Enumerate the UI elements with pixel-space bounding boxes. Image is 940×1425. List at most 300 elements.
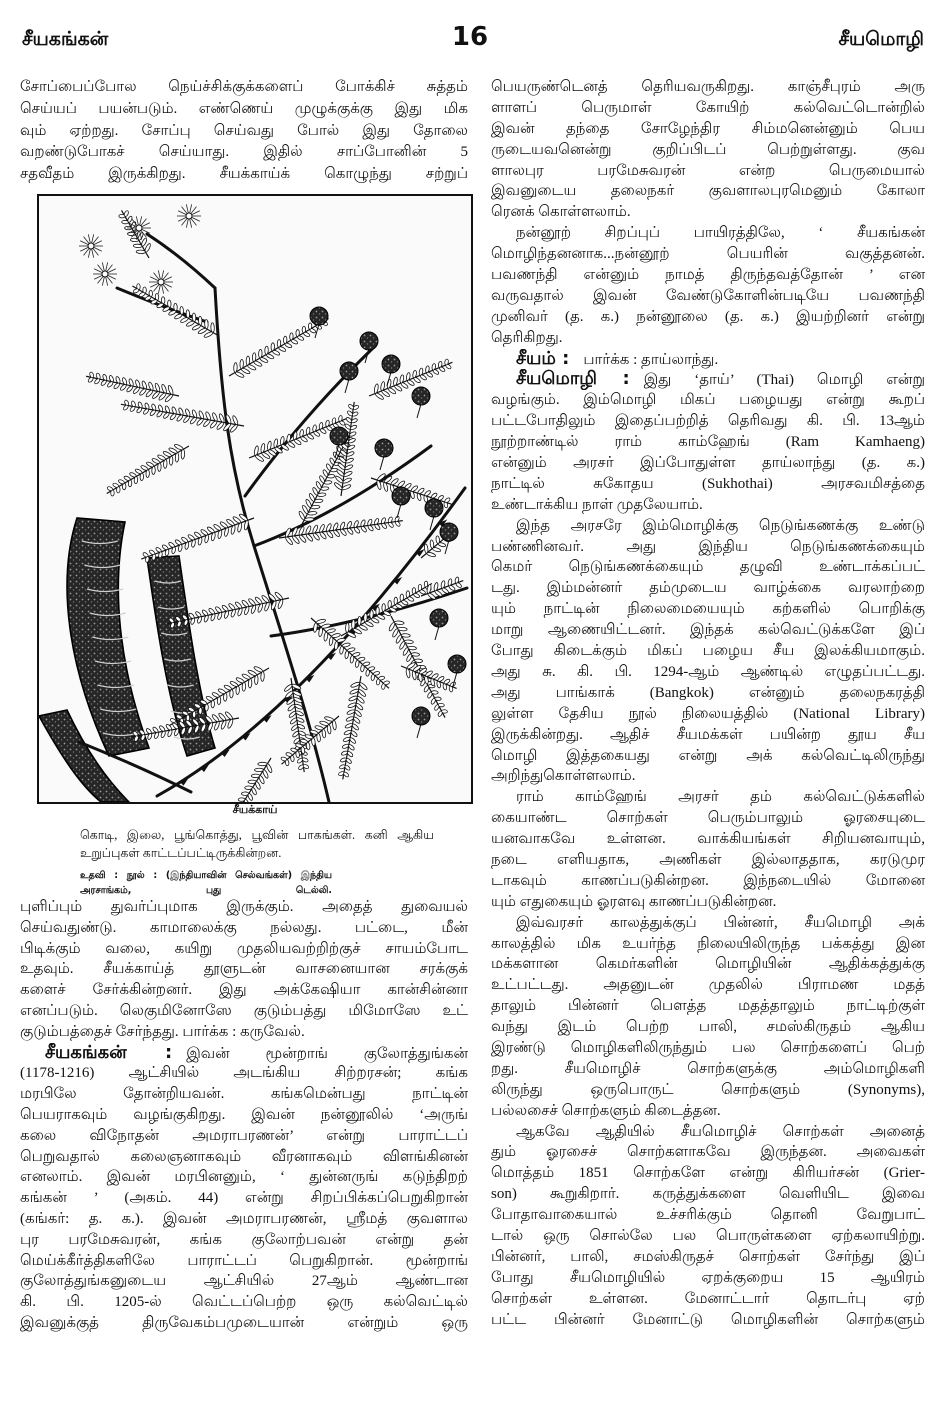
text-line: பெயராகவும் வழங்குகிறது. இவன் நன்னூலில் ‘அருங் [20,1106,468,1123]
leaflet [316,733,320,742]
leaflet [345,757,352,764]
leaflet [186,310,190,319]
leaflet [398,627,408,631]
leaflet [199,707,203,714]
headword: சீயமொழி : [516,369,630,390]
text-line: பட்ட பின்னர் மேனாட்டு மொழிகளின் சொற்களும் [491,1311,925,1328]
text-line: பிடிக்கும் வலை, கயிறு முதலியவற்றிற்குச் சாயம்போட [20,940,468,957]
leaflet [344,764,351,771]
text-line: வந்து இடம் பெற்ற பாலி, சமஸ்கிருதம் ஆகிய [491,1019,925,1036]
open-flower [93,262,117,285]
leaf [229,316,329,378]
leaflet [129,406,136,413]
leaflet [211,323,215,333]
text-line: (கங்கர்: த. க.). இவன் அமராபரணன், ஸ்ரீமத் குவளால [20,1210,468,1227]
leaflet [132,386,140,394]
text-line: இவ்வரசர் காலத்துக்குப் பின்னர், சீயமொழி அக் [516,914,925,931]
leaf [132,284,219,339]
leaflet [174,303,178,311]
leaflet [262,769,269,779]
text-line: சதவீதம் இருக்கிறது. சீயக்காய்க் கொழுந்து சற்றுப் [20,166,468,183]
flower-ball [448,655,466,673]
running-head-left: சீயகங்கன் [22,28,109,50]
open-flower [177,204,201,227]
leaflet [317,493,326,497]
text-line: உதவி : நூல் : (இந்தியாவின் செல்வங்கள்) இந்திய [80,870,332,881]
leaflet [245,786,253,789]
headword: சீயம் : [516,348,570,369]
leaflet [436,536,440,544]
leaflet [357,616,361,625]
leaflet [100,379,107,386]
leaflet [174,313,183,320]
leaflet [139,292,146,298]
leaflet [326,463,333,471]
leaflet [94,378,101,385]
leaflet [136,250,146,254]
text-line: அது சு. கி. பி. 1294-ஆம் ஆண்டில் எழுதப்பட்டது. [491,663,925,680]
leaflet [116,487,120,493]
paragraph [491,913,925,1122]
leaflet [348,744,355,751]
flower-head [340,362,358,393]
leaflet [354,709,363,717]
text-line: வழங்கும். இம்மொழி மிகப் பழையது என்று கூறப் [491,392,925,409]
right-column [491,77,925,1330]
illustration-frame [37,194,473,804]
paragraph [491,223,925,348]
flower-ball [330,427,348,445]
leaflet [113,382,120,389]
text-line: தெரிகிறது. [491,329,563,346]
text-line: காலத்தில் மிக உயர்ந்த நிலையிலிருந்த பக்கத்து இன [491,935,925,952]
leaflet [444,497,451,503]
leaflet [248,679,252,688]
text-line: வும் ஏற்றது. சோப்பு செய்வது போல் இது தோலை [20,122,468,139]
paragraph [491,77,925,223]
text-line: ளாளப் பெருமாள் கோயிற் கல்வெட்டொன்றில் [491,99,925,116]
leaflet [337,638,346,644]
leaflet [136,407,143,414]
text-line: கெமர் நெடுங்கணக்கையும் தழுவி உண்டாக்கப்பட் [491,559,925,576]
leaflet [111,490,115,496]
flower-ball [360,332,378,350]
flower-ball [412,387,430,405]
text-line: போதாவாகையால் உச்சரிக்கும் தொனி வேறுபாட் [491,1207,925,1224]
leaflet [394,597,398,604]
text-line: நன்னூற் சிறப்புப் பாயிரத்திலே, ‘ சீயகங்கன் [516,225,925,242]
text-line: கலை விநோதன் அமராபரணன்’ என்று பாராட்டப் [20,1127,468,1144]
leaflet [130,238,138,242]
text-line: போது சீயமொழியில் ஏறக்குறைய 15 ஆயிரம் [491,1269,925,1286]
leaflet [169,456,173,465]
text-line: அது பாங்காக் (Bangkok) என்னும் தலைநகரத்தி [491,684,925,701]
leaflet [370,610,374,619]
leaf [107,443,189,496]
leaflet [176,414,184,422]
leaflet [156,410,163,417]
leaflet [133,244,142,248]
leaf [86,372,179,403]
text-line: எனலாம். இவன் மரபினனும், ‘ துன்னருங் கடுந்திறற் [20,1169,468,1186]
leaflet [312,487,319,496]
leaflet [140,473,144,481]
flower-stalk [380,456,384,470]
leaflet [107,381,114,388]
leaflet [122,483,126,490]
leaflet [322,469,329,477]
text-line: செய்யப் பயன்படும். எண்ணெய் முழுக்குக்கு இது மிக [20,100,468,117]
text-line: உண்டாக்கிய நாள் முதலேயாம். [491,496,703,513]
leaflet [149,409,156,416]
leaflet [181,449,185,459]
leaflet [168,309,176,316]
text-line: மொத்தம் 1851 சொற்களே என்று கிரியர்சன் (Grier- [491,1165,925,1182]
leaflet [204,319,208,329]
leaflet [271,343,275,351]
flower-stalk [445,540,449,554]
leaflet [251,774,260,778]
leaflet [431,690,438,694]
text-line: நாட்டில் சுகோதய (Sukhothai) அரசவமிசத்தை [491,475,925,492]
flower-ball [310,307,328,325]
leaflet [180,306,184,314]
text-line: அரசாங்கம், புது டெல்லி. [80,885,332,896]
leaflet [152,466,156,474]
text-line: மக்களான கெமர்களின் மொழியின் ஆதிக்கத்துக்கு [491,956,925,973]
text-line: அறிந்துகொள்ளலாம். [491,768,636,785]
leaf [369,359,452,401]
leaflet [435,697,442,701]
text-line: இவனுடைய தலைநகர் குவளாலபுரமெனும் கோலா [491,183,925,200]
flower-ball [412,707,430,725]
leaflet [327,474,335,478]
leaflet [242,682,246,691]
leaflet [411,652,420,656]
text-line: குலோத்துங்கனுடைய ஆட்சியில் 27ஆம் ஆண்டான [20,1273,468,1290]
leaflet [192,313,196,322]
text-line: இரண்டு மொழிகளிலிருந்தும் பல சொற்களைப் பெற் [491,1039,925,1056]
text-line: கொடி, இலை, பூங்கொத்து, பூவின் பாகங்கள். கனி ஆகிய [80,828,434,842]
leaflet [302,326,306,333]
leaf [283,678,309,772]
leaflet [265,346,269,354]
text-line: வருவதால் இவன் வேண்டுகோளின்படியே பவணந்தி [491,287,925,304]
leaflet [349,737,357,744]
leaflet [376,607,380,615]
leaflet [230,689,234,697]
leaflet [192,711,196,718]
text-line: டது. இம்மன்னர் தம்முடைய வாழ்க்கை வரலாற்றை [491,580,925,597]
text-line: பண்ணினவர். அது இந்திய நெடுங்கணக்கையும் [491,538,925,555]
left-column-top [20,77,468,186]
leaflet [355,702,364,710]
leaflet [412,588,416,595]
entry-seeyam [491,349,925,370]
leaflet [277,339,281,347]
text-line: ரெனக் கொள்ளலாம். [491,204,631,221]
text-line: ராம் காம்ஹேங் அரசர் தம் கல்வெட்டுக்களில் [516,789,925,806]
leaflet [290,333,294,340]
leaflet [346,751,353,758]
flower-stalk [430,516,434,530]
line-text: இது ‘தாய்’ (Thai) மொழி என்று [643,372,925,389]
text-line: என்னும் அரசர் இப்போதுள்ள தாய்லாந்து (த. க.) [491,455,925,472]
text-line: உட்பட்டது. அதனுடன் முதலில் பிராமண மதத் [491,977,925,994]
leaflet [332,720,337,730]
text-line: நடை எளியதாக, அணிகள் இல்லாததாக, கரடுமுர [491,851,925,868]
leaflet [394,621,404,625]
left-column-bottom [20,897,468,1334]
text-line: உறுப்புகள் காட்டப்பட்டிருக்கின்றன. [80,846,282,860]
leaflet [143,408,150,415]
leaflet [254,675,258,685]
leaf [311,618,390,690]
figure-credit [80,868,332,898]
text-line: நூற்றாண்டில் ராம் காம்ஹேங் (Ram Kamhaeng) [491,434,925,451]
credit-lines [80,868,332,898]
text-line: புர பரமேசுவரன், கங்க குலோற்பவன் என்று தன் [20,1231,468,1248]
leaflet [258,775,265,784]
leaflet [87,376,94,383]
leaflet [314,499,323,503]
flower-head [310,307,328,338]
text-line: செய்வதுண்டு. காமாலைக்கு நல்லது. பட்டை, மீன் [20,919,468,936]
leaflet [441,709,447,713]
text-line: மெய்க்கீர்த்திகளிலே பாராட்டப் பெறுகிறான். மூன்றாங் [20,1252,468,1269]
text-line: பெயருண்டெனத் தெரியவருகிறது. காஞ்சீபுரம் அரு [491,79,925,95]
text-line: குடும்பத்தைச் சேர்ந்தது. பார்க்க : கருவேல். [20,1023,305,1040]
text-line: முனிவர் (த. க.) நன்னூலை (த. க.) இயற்றினர் என்று [491,308,925,325]
open-flower [149,270,173,293]
leaflet [373,671,380,676]
leaflet [258,762,268,766]
leaflet [431,492,438,499]
text-line: தும் ஓரசைச் சொற்களாகவே இருந்தன. அவைகள் [491,1144,925,1161]
leaflet [404,640,413,644]
flower-head [425,499,443,530]
line-text: பார்க்க : தாய்லாந்து. [583,351,719,368]
leaflet [306,742,310,750]
leaflet [357,657,365,662]
leaflet [261,672,265,682]
leaflet [311,738,315,746]
leaflet [285,760,289,766]
leaflet [364,613,368,622]
paragraph [20,77,468,186]
leaflet [351,723,359,731]
text-line: டாகவும் காணப்படுகின்றன. இந்நடையில் மோனை [491,872,925,889]
text-line: கங்கன் ’ (அகம். 44) என்று சிறப்பிக்கப்பெறுகிறான் [20,1190,468,1207]
leaflet [236,686,240,695]
page-number: 16 [451,22,489,52]
text-line: பட்டபோதிலும் இதைப்பற்றித் தெரிவது கி. பி. 13ஆம் [491,413,925,430]
leaflet [169,413,177,421]
leaflet [414,659,422,663]
leaflet [383,680,389,685]
text-line: மரபிலே தோன்றியவன். கங்கமென்பது நாட்டின் [20,1086,468,1103]
leaflet [345,623,349,633]
text-line: ருடையவனென்று குறிப்பிடப் பெற்றுள்ளது. குவ [491,141,925,158]
text-line: ஆகவே ஆதியில் சீயமொழிச் சொற்கள் அனைத் [516,1123,925,1140]
flower-stalk [435,626,439,640]
flower-ball [382,355,400,373]
text-line: யும் எதுகையும் ஓரளவு காணப்படுகின்றன. [491,893,777,910]
leaflet [449,681,456,687]
leaflet [223,693,227,701]
leaflet [198,327,208,334]
leaflet [258,349,262,358]
leaflet [350,730,358,738]
leaflet [382,604,386,612]
leaflet [324,480,332,484]
leaflet [246,356,250,365]
leaflet [119,384,127,392]
leaflet [410,485,418,493]
leaflet [234,363,238,373]
text-line: கையாண்ட சொற்கள் பெரும்பாலும் ஓரசையுடை [491,810,925,827]
text-line [20,1043,468,1064]
flower-head [412,707,430,738]
leaflet [313,622,318,632]
flower-head [440,523,458,554]
leaflet [252,353,256,362]
open-flower [79,234,103,257]
running-head-right: சீயமொழி [838,28,924,50]
leaflet [378,676,385,681]
paragraph [20,897,468,1043]
text-line: களைச் சேர்க்கின்றனர். இது அக்கேஷியா கான்சின்னா [20,982,468,999]
leaflet [146,470,150,478]
flower-ball [375,439,393,457]
leaflet [308,323,312,329]
leaflet [175,453,179,463]
leaflet [351,620,355,630]
leaflet [352,652,360,657]
leaflet [192,324,202,331]
flower-head [375,439,393,470]
leaflet [400,594,404,601]
leaflet [163,459,167,468]
text-line: லிருந்து ஒருபொருட் சொற்களும் (Synonyms), [491,1081,925,1098]
leaflet [321,487,329,491]
leaflet [406,591,410,598]
leaflet [180,317,189,324]
leaf [338,676,368,779]
leaflet [255,781,262,790]
leaflet [248,780,256,784]
text-line: ளாலபுர பரமேசுவரன் என்ற பெருமையால் [491,162,925,179]
leaflet [134,476,138,483]
flower-head [412,387,430,418]
leaflet [322,729,326,738]
flower-ball [440,523,458,541]
seed-pod [67,518,149,756]
leaflet [186,320,195,327]
headword: சீயகங்கன் : [45,1042,173,1063]
leaflet [388,600,392,608]
flower-stalk [345,379,349,393]
leaflet [331,633,340,639]
leaflet [128,480,132,487]
leaflet [205,704,209,711]
leaflet [251,787,257,795]
leaflet [424,581,428,587]
text-line: மாறு ஆணையிட்டனர். இந்தக் கல்வெட்டுக்களே இப் [491,622,925,639]
text-line: யும் நாட்டின் நிலைமையையும் கற்களில் பொறிக்கு [491,601,925,618]
figure-title: சீயக்காய் [232,803,278,816]
text-line: யனவாகவே உள்ளன. வாக்கியங்கள் சிறியனவாயும், [491,831,925,848]
leaflet [368,666,375,671]
flower-ball [430,609,448,627]
leaflet [363,661,371,666]
leaflet [247,793,253,801]
text-line: புளிப்பும் துவர்ப்புமாக இருக்கும். அதைத் துவையல் [20,899,468,915]
leaflet [319,475,326,484]
caption-lines [80,826,434,862]
leaflet [408,646,417,650]
text-line: டால் ஒரு சொல்லே பல பொருள்களை ஏற்கலாயிற்று. [491,1227,925,1244]
flower-center [158,279,164,285]
flower-stalk [417,724,421,738]
leaflet [424,544,429,554]
leaflet [430,540,434,549]
leaflet [327,725,332,735]
leaflet [290,755,294,762]
leaflet [266,763,273,773]
text-line: பெறுவதால் கலைஞனாகவும் வீரனாகவும் விளங்கினன் [20,1148,468,1165]
text-line: உதவும். சீயக்காய்த் தூளுடன் வாசனையான சரக்குக் [20,961,468,978]
leaflet [329,457,335,465]
text-line: son) கூறுகிறார். கருத்துக்களை வெளியிட இவை [491,1186,925,1203]
paragraph [491,787,925,912]
leaf [279,516,403,546]
leaf [232,758,273,802]
leaflet [126,385,134,393]
entry-seeyamozhi [491,369,925,515]
leaflet [315,481,322,490]
leaf [141,513,254,562]
leaflet [443,678,450,685]
leaflet [254,768,263,772]
text-line: போது கிடைக்கும் மிகப் பழைய சீய இலக்கியமாகும். [491,643,925,660]
leaflet [217,697,221,705]
text-line: பல்லசைச் சொற்களும் கிடைத்தன. [491,1102,721,1119]
text-line: இவன் தந்தை சோழேந்திர சிம்மனென்னும் பெய [491,120,925,137]
flower-stalk [397,504,401,518]
text-line [491,369,925,390]
leaflet [307,511,317,515]
leaflet [296,751,300,758]
flower-center [186,213,192,219]
leaflet [417,487,425,494]
flower-center [136,225,142,231]
entry-seeyagangan [20,1043,468,1334]
leaflet [198,316,202,325]
leaflet [304,517,314,521]
paragraph [491,516,925,788]
text-line: மொழி இத்தகையது என்று அக் கல்வெட்டிலிருந்து [491,747,925,764]
text-line: இந்த அரசரே இம்மொழிக்கு நெடுங்கணக்கு உண்டு [516,517,925,534]
leaflet [296,329,300,336]
leaflet [203,331,213,338]
text-line: பின்னர், பாலி, சமஸ்கிருதச் சொற்கள் சேர்ந்து இப் [491,1248,925,1265]
leaflet [240,359,244,369]
leaflet [196,418,204,427]
leaflet [342,642,351,647]
plant-illustration [39,196,471,802]
leaflet [163,412,170,420]
